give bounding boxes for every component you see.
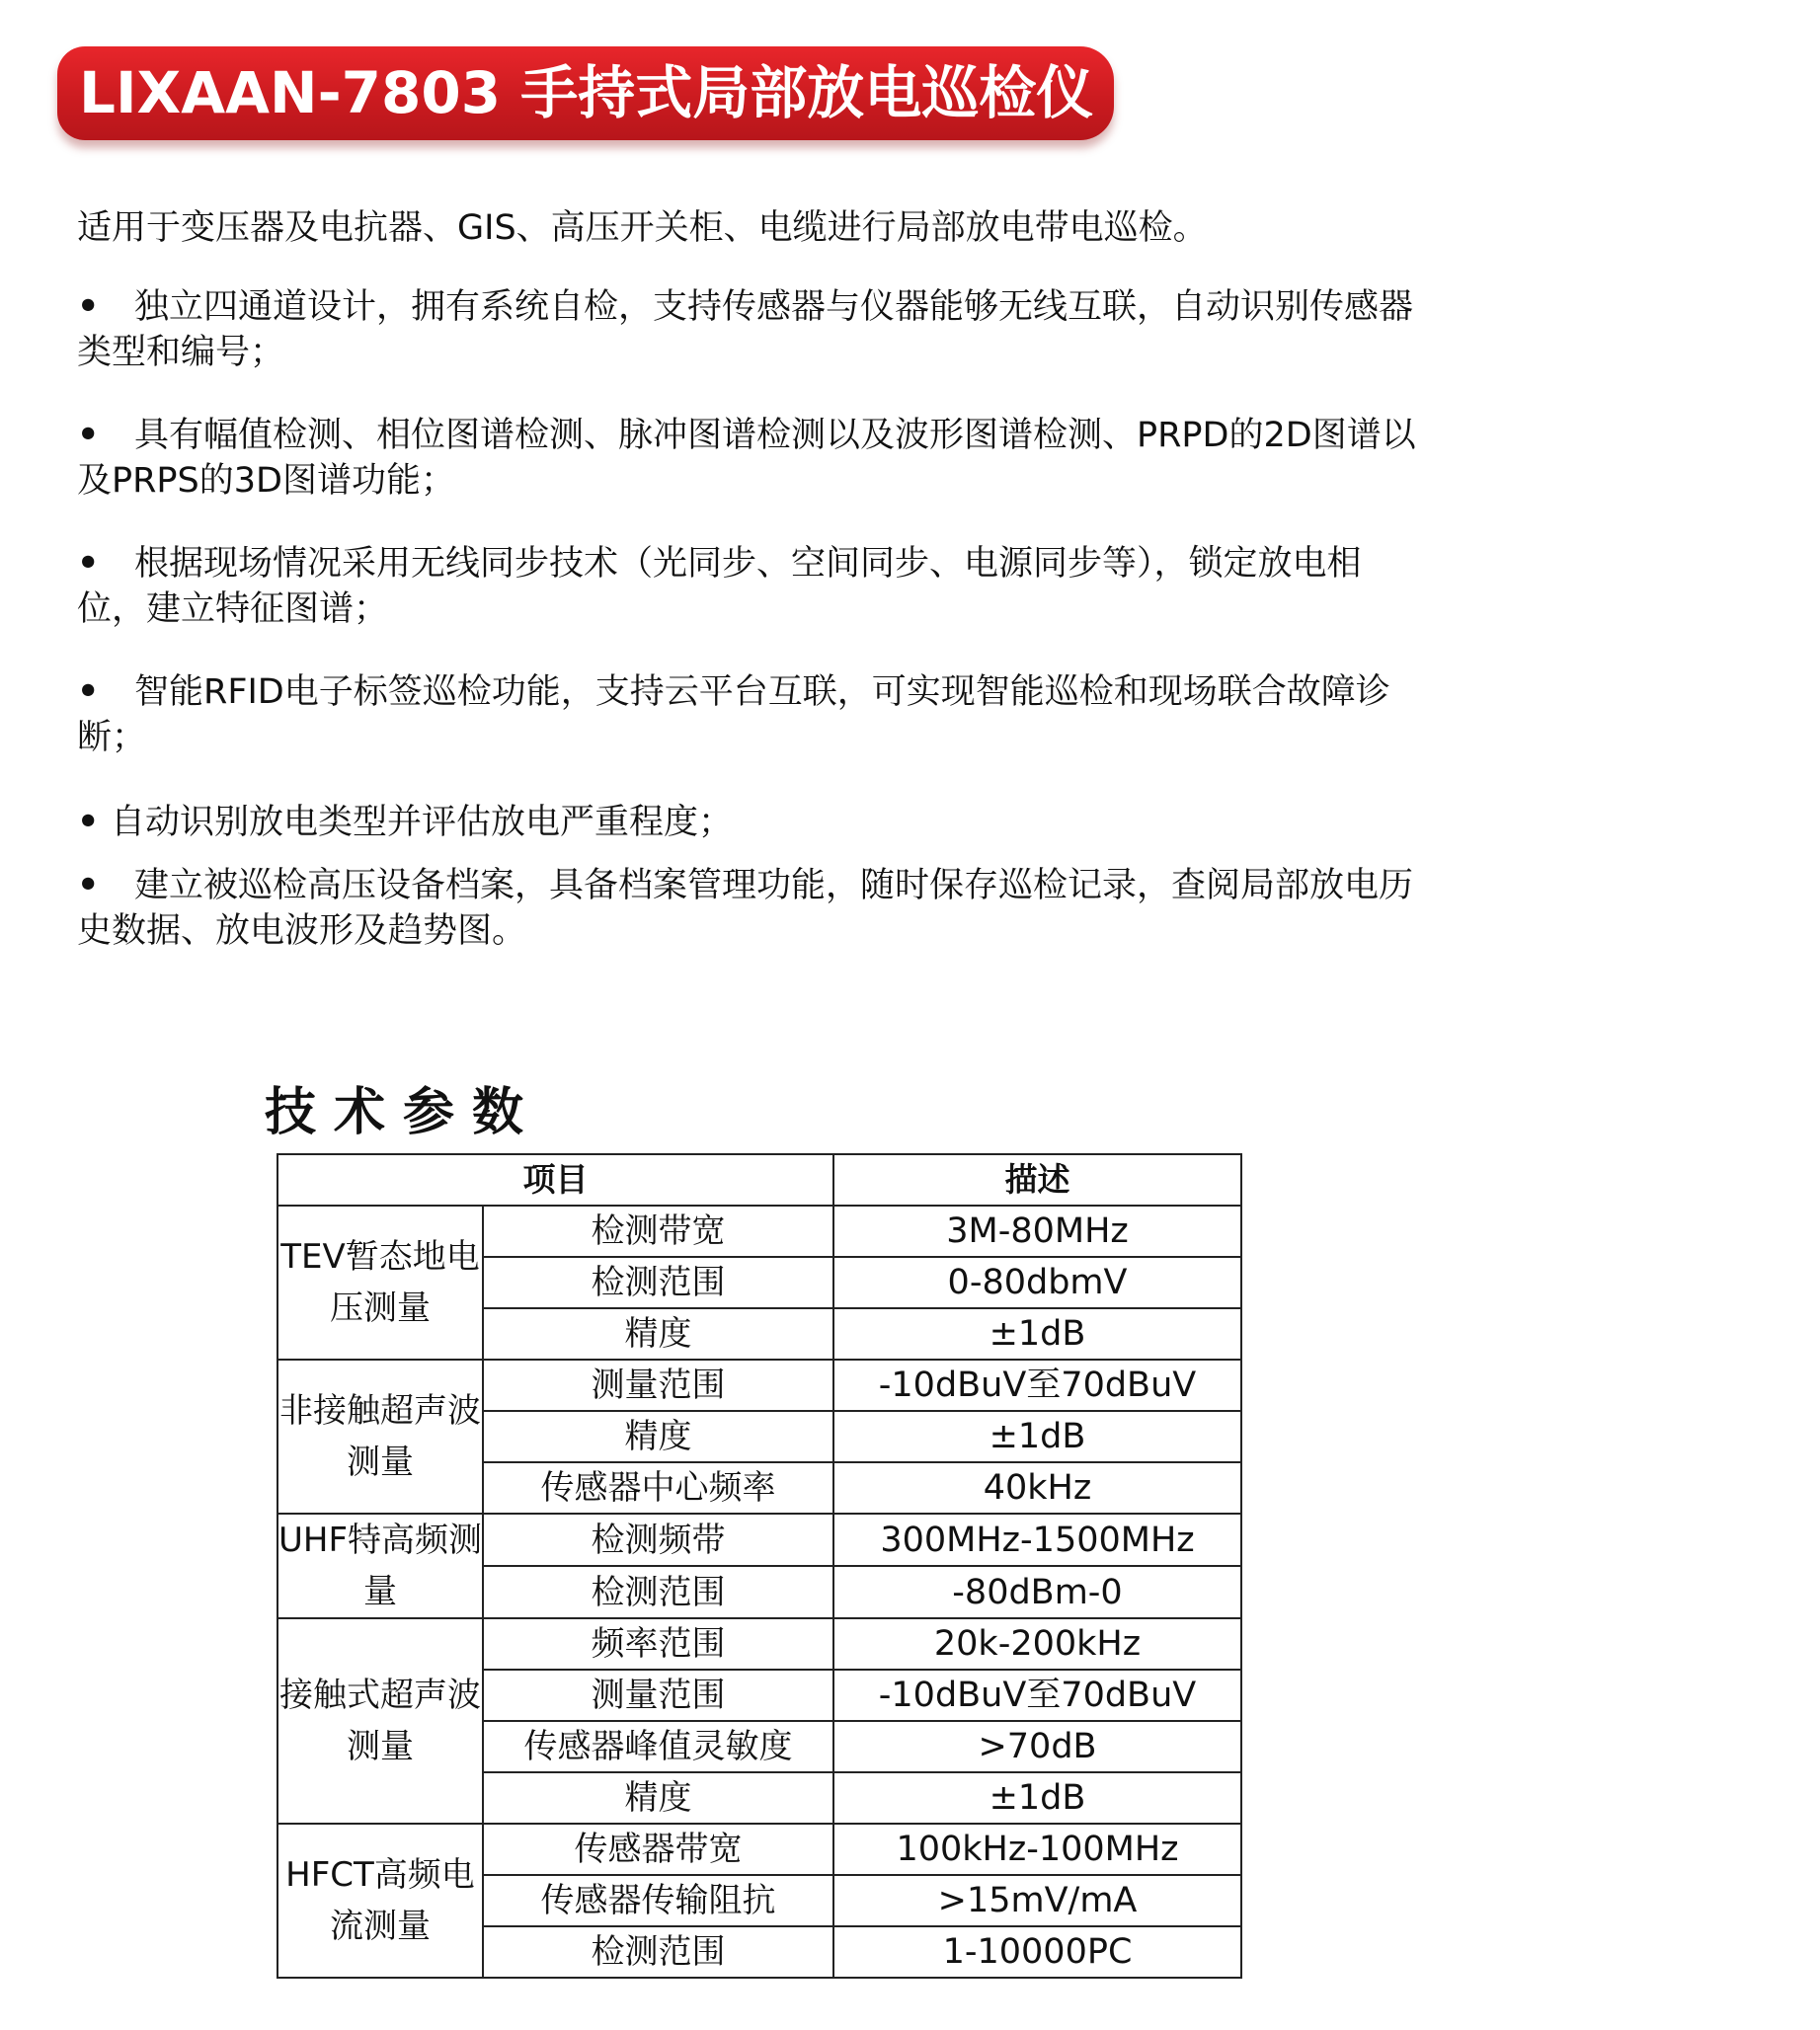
header-desc: 描述 [833,1154,1241,1206]
spec-table [277,1153,1242,1979]
feature-item [77,284,1420,375]
table-row [277,1360,1241,1411]
feature-item [77,863,1420,954]
value-cell: 40kHz [833,1462,1241,1514]
value-cell: -80dBm-0 [833,1566,1241,1618]
feature-text: 独立四通道设计，拥有系统自检，支持传感器与仪器能够无线互联，自动识别传感器类型和编号； [77,287,1414,372]
param-cell: 传感器带宽 [483,1824,833,1875]
feature-text: 智能RFID电子标签巡检功能，支持云平台互联，可实现智能巡检和现场联合故障诊断； [77,672,1390,757]
value-cell: 0-80dbmV [833,1257,1241,1308]
param-cell: 测量范围 [483,1670,833,1721]
table-row [277,1824,1241,1875]
table-row [277,1206,1241,1257]
title-banner [57,46,1114,140]
feature-item [77,669,1420,760]
value-cell: -10dBuV至70dBuV [833,1360,1241,1411]
feature-item [77,800,1420,845]
bullet-icon: • [77,416,100,455]
feature-text: 具有幅值检测、相位图谱检测、脉冲图谱检测以及波形图谱检测、PRPD的2D图谱以及PRPS的3D图谱功能； [77,416,1416,501]
param-cell: 频率范围 [483,1618,833,1670]
param-cell: 检测范围 [483,1257,833,1308]
param-cell: 精度 [483,1411,833,1462]
bullet-icon: • [77,866,100,905]
param-cell: 检测范围 [483,1566,833,1618]
value-cell: >15mV/mA [833,1875,1241,1926]
bullet-icon: • [77,544,100,584]
group-label: HFCT高频电流测量 [277,1824,483,1978]
value-cell: -10dBuV至70dBuV [833,1670,1241,1721]
table-row [277,1514,1241,1566]
param-cell: 传感器中心频率 [483,1462,833,1514]
param-cell: 精度 [483,1308,833,1360]
feature-text: 建立被巡检高压设备档案，具备档案管理功能，随时保存巡检记录，查阅局部放电历史数据、放电波形及趋势图。 [77,866,1414,951]
value-cell: 3M-80MHz [833,1206,1241,1257]
group-label: 非接触超声波测量 [277,1360,483,1514]
param-cell: 检测带宽 [483,1206,833,1257]
group-label: UHF特高频测量 [277,1514,483,1618]
value-cell: 100kHz-100MHz [833,1824,1241,1875]
page-title: LIXAAN-7803 手持式局部放电巡检仪 [79,59,1094,126]
header-item: 项目 [277,1154,833,1206]
feature-text: 自动识别放电类型并评估放电严重程度； [111,803,734,842]
table-header-row [277,1154,1241,1206]
table-row [277,1618,1241,1670]
value-cell: ±1dB [833,1772,1241,1824]
param-cell: 检测频带 [483,1514,833,1566]
bullet-icon: • [77,672,100,712]
value-cell: ±1dB [833,1411,1241,1462]
intro-text: 适用于变压器及电抗器、GIS、高压开关柜、电缆进行局部放电带电巡检。 [77,208,1208,248]
bullet-icon: • [77,287,100,327]
group-label: TEV暂态地电压测量 [277,1206,483,1360]
param-cell: 检测范围 [483,1926,833,1978]
feature-text: 根据现场情况采用无线同步技术（光同步、空间同步、电源同步等），锁定放电相位，建立特征图谱； [77,544,1362,629]
param-cell: 精度 [483,1772,833,1824]
value-cell: 1-10000PC [833,1926,1241,1978]
param-cell: 传感器峰值灵敏度 [483,1721,833,1772]
section-title: 技术参数 [265,1083,542,1142]
bullet-icon: • [77,803,100,842]
param-cell: 测量范围 [483,1360,833,1411]
value-cell: >70dB [833,1721,1241,1772]
param-cell: 传感器传输阻抗 [483,1875,833,1926]
value-cell: 20k-200kHz [833,1618,1241,1670]
value-cell: ±1dB [833,1308,1241,1360]
feature-item [77,541,1420,632]
feature-item [77,413,1420,504]
group-label: 接触式超声波测量 [277,1618,483,1824]
value-cell: 300MHz-1500MHz [833,1514,1241,1566]
